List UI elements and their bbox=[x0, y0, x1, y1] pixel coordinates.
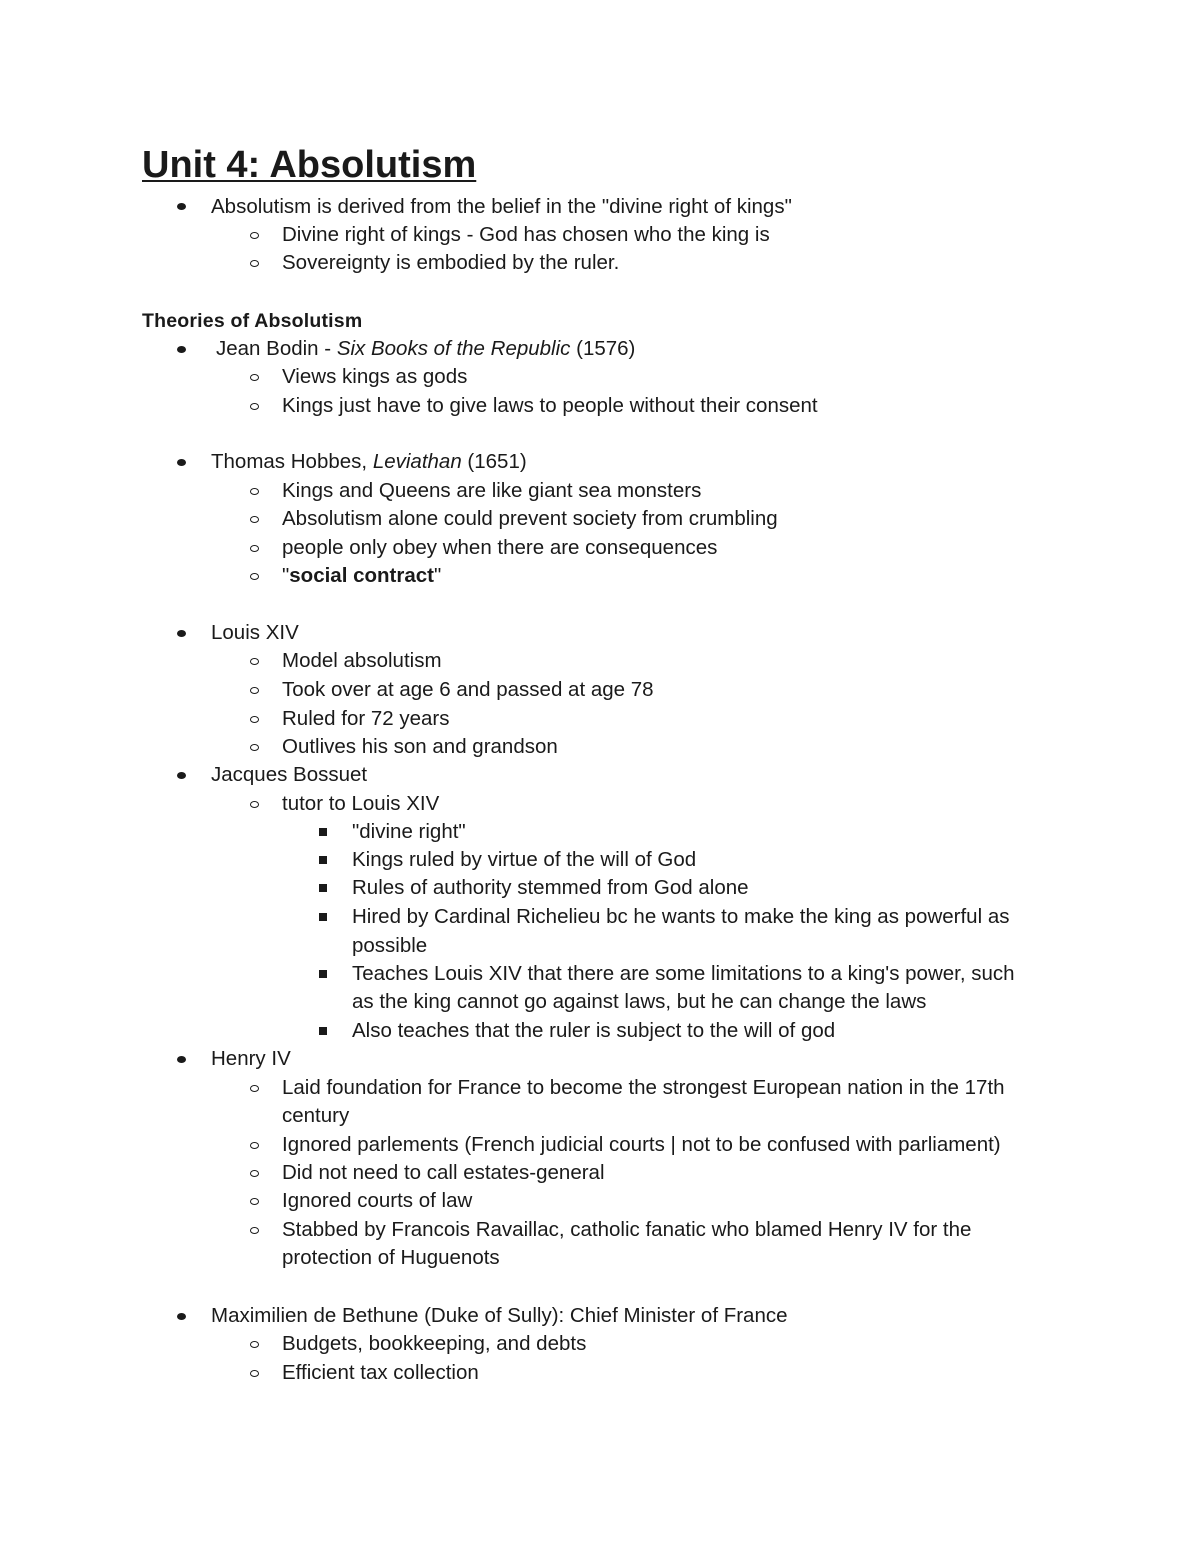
hobbes-work-title: Leviathan bbox=[372, 450, 462, 473]
bullet-hollow-icon bbox=[250, 516, 259, 523]
louis-sub-item: Ruled for 72 years bbox=[282, 707, 450, 730]
bullet-hollow-icon bbox=[250, 403, 259, 410]
bullet-hollow-icon bbox=[250, 1170, 259, 1177]
bullet-hollow-icon bbox=[250, 545, 259, 552]
intro-bullet: Absolutism is derived from the belief in the "divine right of kings" bbox=[211, 195, 792, 218]
bullet-filled-icon bbox=[177, 1056, 186, 1063]
bullet-hollow-icon bbox=[250, 1198, 259, 1205]
bossuet-item: Jacques Bossuet bbox=[211, 763, 368, 786]
hobbes-social-contract: "social contract" bbox=[282, 564, 442, 587]
bossuet-point: Hired by Cardinal Richelieu bc he wants to make the king as powerful as bbox=[352, 905, 1010, 928]
intro-sub-item: Sovereignty is embodied by the ruler. bbox=[282, 251, 620, 274]
henry-sub-item: Ignored courts of law bbox=[282, 1189, 473, 1212]
bodin-item: Jean Bodin - Six Books of the Republic (1576) bbox=[216, 337, 636, 360]
hobbes-sub-item: people only obey when there are consequences bbox=[282, 536, 718, 559]
bullet-hollow-icon bbox=[250, 1085, 259, 1092]
bullet-hollow-icon bbox=[250, 1370, 259, 1377]
henry-item: Henry IV bbox=[211, 1047, 291, 1070]
bullet-hollow-icon bbox=[250, 1142, 259, 1149]
bossuet-point: Also teaches that the ruler is subject to the will of god bbox=[352, 1019, 836, 1042]
bullet-hollow-icon bbox=[250, 801, 259, 808]
louis-sub-item: Outlives his son and grandson bbox=[282, 735, 558, 758]
bullet-hollow-icon bbox=[250, 1341, 259, 1348]
hobbes-sub-item: Kings and Queens are like giant sea monsters bbox=[282, 479, 702, 502]
henry-sub-item: Stabbed by Francois Ravaillac, catholic fanatic who blamed Henry IV for the bbox=[282, 1218, 972, 1241]
bullet-hollow-icon bbox=[250, 573, 259, 580]
intro-sub-item: Divine right of kings - God has chosen who the king is bbox=[282, 223, 770, 246]
bullet-filled-icon bbox=[177, 459, 186, 466]
bullet-hollow-icon bbox=[250, 488, 259, 495]
bossuet-point-continued: possible bbox=[352, 934, 428, 957]
louis-sub-item: Took over at age 6 and passed at age 78 bbox=[282, 678, 654, 701]
social-contract-term: social contract bbox=[289, 564, 434, 587]
section-heading: Theories of Absolutism bbox=[142, 310, 363, 332]
bullet-hollow-icon bbox=[250, 1227, 259, 1234]
henry-sub-item: Did not need to call estates-general bbox=[282, 1161, 605, 1184]
bullet-square-icon bbox=[319, 856, 327, 864]
bullet-square-icon bbox=[319, 970, 327, 978]
henry-sub-item-continued: protection of Huguenots bbox=[282, 1246, 500, 1269]
bullet-hollow-icon bbox=[250, 658, 259, 665]
bullet-filled-icon bbox=[177, 346, 186, 353]
hobbes-item: Thomas Hobbes, Leviathan (1651) bbox=[211, 450, 527, 473]
bullet-hollow-icon bbox=[250, 687, 259, 694]
bossuet-point: Kings ruled by virtue of the will of God bbox=[352, 848, 697, 871]
sully-sub-item: Budgets, bookkeeping, and debts bbox=[282, 1332, 587, 1355]
bullet-filled-icon bbox=[177, 772, 186, 779]
louis-sub-item: Model absolutism bbox=[282, 649, 442, 672]
bossuet-sub-item: tutor to Louis XIV bbox=[282, 792, 440, 815]
henry-sub-item-continued: century bbox=[282, 1104, 350, 1127]
sully-sub-item: Efficient tax collection bbox=[282, 1361, 479, 1384]
bullet-square-icon bbox=[319, 913, 327, 921]
bullet-hollow-icon bbox=[250, 744, 259, 751]
bullet-hollow-icon bbox=[250, 374, 259, 381]
henry-sub-item: Ignored parlements (French judicial courts | not to be confused with parliament) bbox=[282, 1133, 1001, 1156]
bodin-work-title: Six Books of the Republic bbox=[336, 337, 571, 360]
bullet-filled-icon bbox=[177, 203, 186, 210]
bossuet-point: Rules of authority stemmed from God alone bbox=[352, 876, 749, 899]
bullet-hollow-icon bbox=[250, 716, 259, 723]
bullet-filled-icon bbox=[177, 630, 186, 637]
bullet-square-icon bbox=[319, 828, 327, 836]
bullet-hollow-icon bbox=[250, 232, 259, 239]
bullet-square-icon bbox=[319, 884, 327, 892]
bossuet-point: Teaches Louis XIV that there are some limitations to a king's power, such bbox=[352, 962, 1015, 985]
bullet-hollow-icon bbox=[250, 260, 259, 267]
bossuet-point: "divine right" bbox=[352, 820, 466, 843]
hobbes-sub-item: Absolutism alone could prevent society from crumbling bbox=[282, 507, 778, 530]
bodin-sub-item: Views kings as gods bbox=[282, 365, 468, 388]
bodin-sub-item: Kings just have to give laws to people without their consent bbox=[282, 394, 818, 417]
bullet-filled-icon bbox=[177, 1313, 186, 1320]
bossuet-point-continued: as the king cannot go against laws, but he can change the laws bbox=[352, 990, 927, 1013]
sully-item: Maximilien de Bethune (Duke of Sully): Chief Minister of France bbox=[211, 1304, 788, 1327]
louis-item: Louis XIV bbox=[211, 621, 299, 644]
bullet-square-icon bbox=[319, 1027, 327, 1035]
henry-sub-item: Laid foundation for France to become the strongest European nation in the 17th bbox=[282, 1076, 1005, 1099]
page-title: Unit 4: Absolutism bbox=[142, 144, 477, 186]
